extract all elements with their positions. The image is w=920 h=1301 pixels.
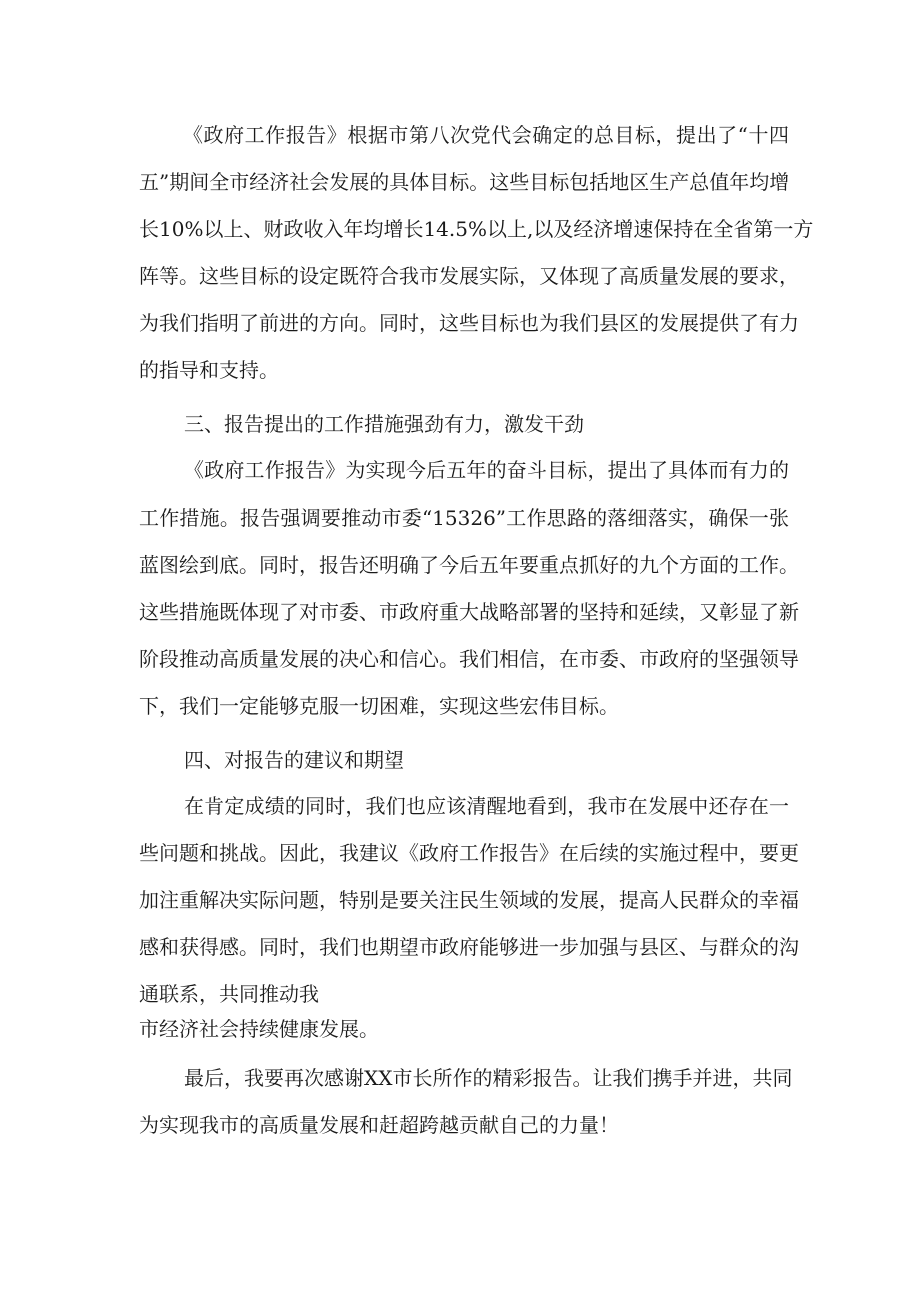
paragraph-3-line-2: 些问题和挑战。因此，我建议《政府工作报告》在后续的实施过程中，要更	[139, 841, 799, 865]
paragraph-1-line-5: 为我们指明了前进的方向。同时，这些目标也为我们县区的发展提供了有力	[139, 311, 799, 335]
paragraph-3-line-6: 市经济社会持续健康发展。	[139, 1017, 379, 1041]
paragraph-1-line-6: 的指导和支持。	[139, 358, 279, 382]
paragraph-3-line-4: 感和获得感。同时，我们也期望市政府能够进一步加强与县区、与群众的沟	[139, 935, 799, 959]
paragraph-4-line-2: 为实现我市的高质量发展和赶超跨越贡献自己的力量！	[139, 1113, 619, 1137]
paragraph-2-line-2: 工作措施。报告强调要推动市委“15326”工作思路的落细落实，确保一张	[139, 506, 789, 530]
paragraph-2-line-5: 阶段推动高质量发展的决心和信心。我们相信，在市委、市政府的坚强领导	[139, 647, 799, 671]
paragraph-2-line-4: 这些措施既体现了对市委、市政府重大战略部署的坚持和延续，又彰显了新	[139, 600, 799, 624]
paragraph-3-line-3: 加注重解决实际问题，特别是要关注民生领域的发展，提高人民群众的幸福	[139, 888, 799, 912]
section-heading-3: 三、报告提出的工作措施强劲有力，激发干劲	[184, 412, 584, 436]
paragraph-1-line-4: 阵等。这些目标的设定既符合我市发展实际，又体现了高质量发展的要求，	[139, 264, 799, 288]
paragraph-4-line-1: 最后，我要再次感谢XX市长所作的精彩报告。让我们携手并进，共同	[184, 1066, 793, 1090]
paragraph-1-line-3: 长10%以上、财政收入年均增长14.5%以上,以及经济增速保持在全省第一方	[139, 217, 814, 241]
paragraph-2-line-3: 蓝图绘到底。同时，报告还明确了今后五年要重点抓好的九个方面的工作。	[139, 553, 799, 577]
paragraph-2-line-1: 《政府工作报告》为实现今后五年的奋斗目标，提出了具体而有力的	[184, 458, 789, 482]
paragraph-3-line-5: 通联系，共同推动我	[139, 982, 319, 1006]
paragraph-1-line-2: 五”期间全市经济社会发展的具体目标。这些目标包括地区生产总值年均增	[139, 170, 790, 194]
paragraph-1-line-1: 《政府工作报告》根据市第八次党代会确定的总目标，提出了“十四	[183, 123, 789, 147]
paragraph-2-line-6: 下，我们一定能够克服一切困难，实现这些宏伟目标。	[139, 694, 619, 718]
paragraph-3-line-1: 在肯定成绩的同时，我们也应该清醒地看到，我市在发展中还存在一	[184, 794, 789, 818]
section-heading-4: 四、对报告的建议和期望	[184, 748, 404, 772]
